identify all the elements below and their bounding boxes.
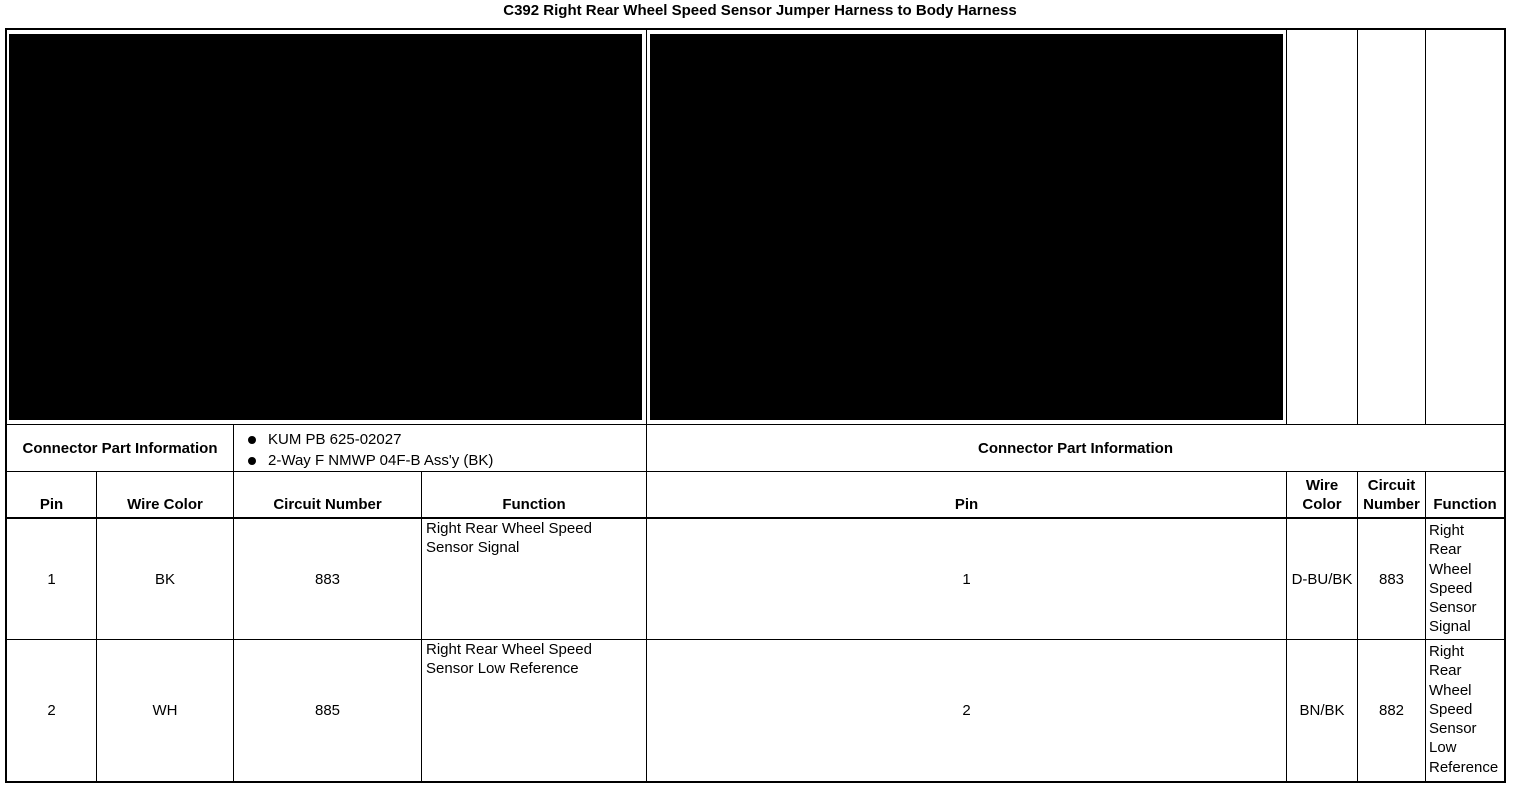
right-header-circuit-number: Circuit Number xyxy=(1363,476,1420,513)
left-part-info-label: Connector Part Information xyxy=(22,439,218,457)
right-row2-pin: 2 xyxy=(962,702,971,719)
bullet-icon xyxy=(248,436,256,444)
right-row2-wire-color: BN/BK xyxy=(1299,702,1345,719)
left-row1-wire-color: BK xyxy=(154,570,175,588)
left-header-circuit-number: Circuit Number xyxy=(273,496,382,513)
left-part-info-list xyxy=(234,425,646,471)
right-row1-wire-color: D-BU/BK xyxy=(1291,570,1353,588)
page-title: C392 Right Rear Wheel Speed Sensor Jumper Harness to Body Harness xyxy=(503,2,1017,19)
right-header-wire-color: Wire Color xyxy=(1302,476,1342,513)
part-info-item: 2-Way F NMWP 04F-B Ass'y (BK) xyxy=(248,450,646,471)
left-row2-function: Right Rear Wheel Speed Sensor Low Reference xyxy=(426,641,592,677)
right-row1-function: Right Rear Wheel Speed Sensor Signal xyxy=(1429,522,1477,636)
left-row2-wire-color: WH xyxy=(152,702,178,719)
right-header-function: Function xyxy=(1433,496,1497,513)
left-connector-image xyxy=(9,34,642,420)
left-row1-pin: 1 xyxy=(47,570,56,588)
part-info-item: KUM PB 625-02027 xyxy=(248,429,646,450)
left-row1-function: Right Rear Wheel Speed Sensor Signal xyxy=(426,520,592,556)
left-header-pin: Pin xyxy=(39,496,64,513)
left-row2-pin: 2 xyxy=(47,702,56,719)
left-row2-circuit: 885 xyxy=(314,702,341,719)
right-part-info-label: Connector Part Information xyxy=(977,439,1173,457)
right-row2-circuit: 882 xyxy=(1378,702,1405,719)
bullet-icon xyxy=(248,457,256,465)
right-row1-pin: 1 xyxy=(962,570,971,588)
left-header-wire-color: Wire Color xyxy=(127,496,203,513)
connector-table xyxy=(5,28,1506,783)
left-header-function: Function xyxy=(502,496,566,513)
right-row2-function: Right Rear Wheel Speed Sensor Low Reference xyxy=(1429,643,1499,776)
right-connector-image xyxy=(650,34,1283,420)
right-header-pin: Pin xyxy=(954,496,979,513)
right-row1-circuit: 883 xyxy=(1378,570,1405,588)
left-row1-circuit: 883 xyxy=(314,570,341,588)
